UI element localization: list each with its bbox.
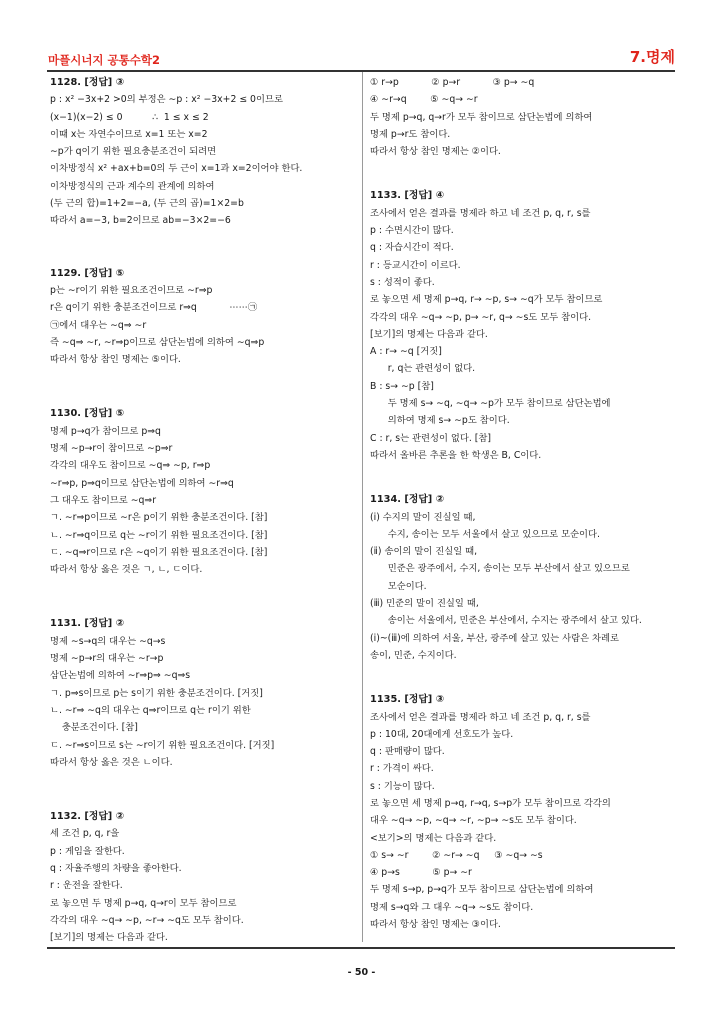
solution-line: ④ p→s ⑤ p→ ∼r xyxy=(370,867,472,879)
solution-line: 의하여 명제 s→ ∼p도 참이다. xyxy=(370,415,510,427)
solution-line: ① s→ ∼r ② ∼r→ ∼q ③ ∼q→ ∼s xyxy=(370,849,543,861)
solution-line: (ⅱ) 송이의 말이 진실일 때, xyxy=(370,546,478,558)
solution-line: 조사에서 얻은 결과를 명제라 하고 네 조건 p, q, r, s를 xyxy=(370,207,591,219)
solution-line: p는 ∼r이기 위한 필요조건이므로 ∼r⇒p xyxy=(50,284,213,296)
solution-line: r : 등교시간이 이르다. xyxy=(370,259,461,271)
solution-line: 조사에서 얻은 결과를 명제라 하고 네 조건 p, q, r, s를 xyxy=(370,711,591,723)
solution-line: p : 10대, 20대에게 선호도가 높다. xyxy=(370,728,514,740)
left-column xyxy=(50,74,355,946)
solution-line: 로 놓으면 세 명제 p→q, r→ ∼p, s→ ∼q가 모두 참이므로 xyxy=(370,294,603,306)
solution-line: 각각의 대우도 참이므로 ∼q⇒ ∼p, r⇒p xyxy=(50,460,211,472)
column-divider xyxy=(362,72,363,942)
solution-line: 따라서 a=−3, b=2이므로 ab=−3×2=−6 xyxy=(50,215,231,227)
solution-line: 삼단논법에 의하여 ∼r⇒p⇒ ∼q⇒s xyxy=(50,670,191,682)
solution-line: 명제 s→q와 그 대우 ∼q→ ∼s도 참이다. xyxy=(370,901,534,913)
problem-spacer xyxy=(370,664,675,691)
solution-line: 명제 p→r도 참이다. xyxy=(370,128,451,140)
solution-line: 두 명제 s→p, p→q가 모두 참이므로 삼단논법에 의하여 xyxy=(370,884,594,896)
solution-block xyxy=(50,265,355,369)
solution-line: r : 운전을 잘한다. xyxy=(50,880,123,892)
solution-block xyxy=(50,615,355,771)
solution-line: q : 자습시간이 적다. xyxy=(370,242,454,254)
solution-block xyxy=(370,491,675,664)
solution-line: ㄱ. ∼r⇒p이므로 ∼r은 p이기 위한 충분조건이다. [참] xyxy=(50,512,268,524)
solution-line: 로 놓으면 두 명제 p→q, q→r이 모두 참이므로 xyxy=(50,897,237,909)
problem-spacer xyxy=(370,160,675,187)
solution-line: 명제 p→q가 참이므로 p⇒q xyxy=(50,425,161,437)
solution-line: [보기]의 명제는 다음과 같다. xyxy=(50,932,168,944)
solution-line: p : x² −3x+2 >0의 부정은 ∼p : x² −3x+2 ≤ 0이므로 xyxy=(50,94,283,106)
solution-block xyxy=(370,187,675,464)
solution-line: C : r, s는 관련성이 없다. [참] xyxy=(370,432,492,444)
problem-spacer xyxy=(370,464,675,491)
solution-line: ㄴ. ∼r⇒ ∼q의 대우는 q⇒r이므로 q는 r이기 위한 xyxy=(50,704,251,716)
solution-line: q : 자율주행의 차량을 좋아한다. xyxy=(50,862,182,874)
solution-line: 즉 ∼q⇒ ∼r, ∼r⇒p이므로 삼단논법에 의하여 ∼q⇒p xyxy=(50,336,265,348)
solution-line: (ⅲ) 민준의 말이 진실일 때, xyxy=(370,598,479,610)
solution-line: 따라서 올바른 추론을 한 학생은 B, C이다. xyxy=(370,449,542,461)
solution-line: 세 조건 p, q, r을 xyxy=(50,828,120,840)
solution-line: 로 놓으면 세 명제 p→q, r→q, s→p가 모두 참이므로 각각의 xyxy=(370,797,611,809)
problem-spacer xyxy=(50,578,355,615)
problem-spacer xyxy=(50,230,355,265)
solution-line: B : s→ ∼p [참] xyxy=(370,380,434,392)
solution-line: [보기]의 명제는 다음과 같다. xyxy=(370,328,488,340)
solution-line: 민준은 광주에서, 수지, 송이는 모두 부산에서 살고 있으므로 xyxy=(370,563,630,575)
solution-line: 두 명제 s→ ∼q, ∼q→ ∼p가 모두 참이므로 삼단논법에 xyxy=(370,398,611,410)
solution-line: 따라서 항상 참인 명제는 ⑤이다. xyxy=(50,354,181,366)
solution-line: 송이, 민준, 수지이다. xyxy=(370,649,457,661)
solution-block xyxy=(370,691,675,933)
solution-line: ㉠에서 대우는 ∼q⇒ ∼r xyxy=(50,319,147,331)
solution-line: 이차방정식 x² +ax+b=0의 두 근이 x=1과 x=2이어야 한다. xyxy=(50,163,303,175)
solution-line: 따라서 항상 참인 명제는 ③이다. xyxy=(370,919,501,931)
page-header xyxy=(47,44,675,70)
solution-line: 대우 ∼q→ ∼p, ∼q→ ∼r, ∼p→ ∼s도 모두 참이다. xyxy=(370,815,577,827)
solution-title: 1135. [정답] ③ xyxy=(370,694,444,706)
solution-block xyxy=(50,74,355,230)
solution-block xyxy=(50,808,355,946)
solution-title: 1128. [정답] ③ xyxy=(50,77,124,88)
problem-spacer xyxy=(50,771,355,808)
page-number: - 50 - xyxy=(347,967,376,978)
solution-line: p : 수면시간이 많다. xyxy=(370,225,454,237)
solution-line: 수지, 송이는 모두 서울에서 살고 있으므로 모순이다. xyxy=(370,528,600,540)
solution-line: r, q는 관련성이 없다. xyxy=(370,363,476,375)
solution-line: s : 성적이 좋다. xyxy=(370,276,435,288)
solution-title: 1131. [정답] ② xyxy=(50,618,124,630)
solution-line: 따라서 항상 옳은 것은 ㄴ이다. xyxy=(50,756,173,768)
problem-spacer xyxy=(50,368,355,405)
solution-line: (ⅰ)~(ⅲ)에 의하여 서울, 부산, 광주에 살고 있는 사람은 차례로 xyxy=(370,632,619,644)
solution-line: p : 게임을 잘한다. xyxy=(50,845,125,857)
solution-line: <보기>의 명제는 다음과 같다. xyxy=(370,832,497,844)
solution-line: ① r→p ② p→r ③ p→ ∼q xyxy=(370,77,535,88)
footer-divider xyxy=(47,947,675,949)
solution-line: 각각의 대우 ∼q→ ∼p, p→ ∼r, q→ ∼s도 모두 참이다. xyxy=(370,311,592,323)
solution-line: 이차방정식의 근과 계수의 관계에 의하여 xyxy=(50,180,215,192)
solution-line: 그 대우도 참이므로 ∼q⇒r xyxy=(50,494,157,506)
header-divider xyxy=(47,70,675,72)
solution-line: 명제 ∼p→r이 참이므로 ∼p⇒r xyxy=(50,443,173,455)
solution-line: s : 기능이 많다. xyxy=(370,780,435,792)
solution-line: 이때 x는 자연수이므로 x=1 또는 x=2 xyxy=(50,128,208,140)
solution-line: ㄴ. ∼r⇒q이므로 q는 ∼r이기 위한 필요조건이다. [참] xyxy=(50,529,268,541)
solution-line: 따라서 항상 참인 명제는 ②이다. xyxy=(370,146,501,158)
solution-block xyxy=(370,74,675,160)
solution-line: ㄷ. ∼r⇒s이므로 s는 ∼r이기 위한 필요조건이다. [거짓] xyxy=(50,739,275,751)
solution-block xyxy=(50,405,355,578)
book-title: 마플시너지 공통수학2 xyxy=(48,53,160,67)
solution-line: 각각의 대우 ∼q→ ∼p, ∼r→ ∼q도 모두 참이다. xyxy=(50,914,244,926)
solution-line: ④ ∼r→q ⑤ ∼q→ ∼r xyxy=(370,94,478,106)
solution-line: (ⅰ) 수지의 말이 진실일 때, xyxy=(370,511,476,523)
solution-line: ∼p가 q이기 위한 필요충분조건이 되려면 xyxy=(50,146,217,158)
solution-title: 1129. [정답] ⑤ xyxy=(50,267,124,279)
solution-line: 명제 ∼s→q의 대우는 ∼q→s xyxy=(50,635,166,647)
solution-line: r : 가격이 싸다. xyxy=(370,763,434,775)
solution-line: q : 판매량이 많다. xyxy=(370,746,445,758)
solution-line: ㄷ. ∼q⇒r이므로 r은 ∼q이기 위한 필요조건이다. [참] xyxy=(50,546,268,558)
solution-title: 1130. [정답] ⑤ xyxy=(50,408,124,420)
solution-line: 두 명제 p→q, q→r가 모두 참이므로 삼단논법에 의하여 xyxy=(370,111,593,123)
solution-line: ∼r⇒p, p⇒q이므로 삼단논법에 의하여 ∼r⇒q xyxy=(50,477,234,489)
chapter-title: 7.명제 xyxy=(629,48,675,66)
solution-title: 1134. [정답] ② xyxy=(370,494,444,506)
solution-title: 1133. [정답] ④ xyxy=(370,190,444,202)
solution-line: (두 근의 합)=1+2=−a, (두 근의 곱)=1×2=b xyxy=(50,198,244,210)
right-column xyxy=(370,74,675,933)
solution-line: 모순이다. xyxy=(370,580,427,592)
solution-line: 충분조건이다. [참] xyxy=(50,722,138,734)
solution-line: ㄱ. p⇒s이므로 p는 s이기 위한 충분조건이다. [거짓] xyxy=(50,687,263,699)
solution-line: (x−1)(x−2) ≤ 0 ∴ 1 ≤ x ≤ 2 xyxy=(50,111,209,123)
solution-line: 송이는 서울에서, 민준은 부산에서, 수지는 광주에서 살고 있다. xyxy=(370,615,642,627)
solution-line: r은 q이기 위한 충분조건이므로 r⇒q ⋯⋯㉠ xyxy=(50,302,258,314)
solution-title: 1132. [정답] ② xyxy=(50,811,124,823)
solution-line: 명제 ∼p→r의 대우는 ∼r→p xyxy=(50,653,164,665)
solution-line: A : r→ ∼q [거짓] xyxy=(370,346,442,358)
solution-line: 따라서 항상 옳은 것은 ㄱ, ㄴ, ㄷ이다. xyxy=(50,564,203,576)
